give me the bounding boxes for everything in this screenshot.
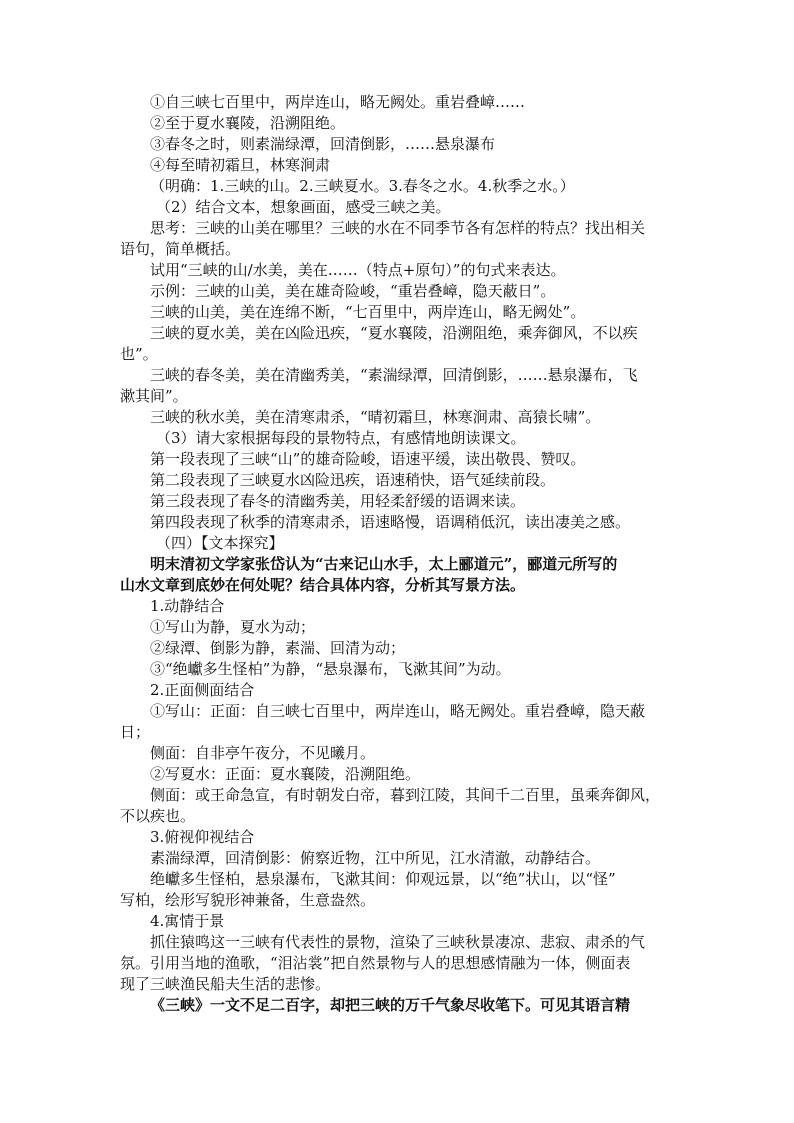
- text-line: ③“绝巘多生怪柏”为静，“悬泉瀑布，飞漱其间”为动。: [150, 660, 511, 678]
- text-line: ②写夏水：正面：夏水襄陵，沿溯阻绝。: [150, 765, 421, 783]
- text-line: 1.动静结合: [150, 597, 225, 615]
- document-page: [120, 92, 680, 1016]
- text-line: 三峡的秋水美，美在清寒肃杀，“晴初霜旦，林寒涧肃、高猿长啸”。: [150, 408, 601, 426]
- text-line: 试用“三峡的山/水美，美在……（特点+原句）”的句式来表达。: [150, 261, 566, 279]
- text-line: （2）结合文本，想象画面，感受三峡之美。: [156, 198, 451, 216]
- text-line: 漱其间”。: [120, 387, 188, 405]
- text-line: 第四段表现了秋季的清寒肃杀，语速略慢，语调稍低沉，读出凄美之感。: [150, 513, 631, 531]
- text-line: ②至于夏水襄陵，沿溯阻绝。: [150, 114, 346, 132]
- text-line: （明确：1.三峡的山。2.三峡夏水。3.春冬之水。4.秋季之水。）: [150, 177, 575, 195]
- text-line: 明末清初文学家张岱认为“古来记山水手，太上郦道元”，郦道元所写的: [150, 555, 618, 573]
- text-line: 2.正面侧面结合: [150, 681, 255, 699]
- text-line: （3）请大家根据每段的景物特点，有感情地朗读课文。: [156, 429, 526, 447]
- text-line: 现了三峡渔民船夫生活的悲惨。: [120, 975, 331, 993]
- text-line: 三峡的春冬美，美在清幽秀美，“素湍绿潭，回清倒影，……悬泉瀑布，飞: [150, 366, 638, 384]
- text-line: 思考：三峡的山美在哪里？三峡的水在不同季节各有怎样的特点？找出相关: [150, 219, 646, 237]
- text-line: 示例：三峡的山美，美在雄奇险峻，“重岩叠嶂，隐天蔽日”。: [150, 282, 556, 300]
- text-line: 语句，简单概括。: [120, 240, 241, 258]
- text-line: 侧面：自非亭午夜分，不见曦月。: [150, 744, 376, 762]
- text-line: 侧面：或王命急宣，有时朝发白帝，暮到江陵，其间千二百里，虽乘奔御风，: [150, 786, 661, 804]
- text-line: 山水文章到底妙在何处呢？结合具体内容，分析其写景方法。: [120, 576, 526, 594]
- text-line: 第三段表现了春冬的清幽秀美，用轻柔舒缓的语调来读。: [150, 492, 526, 510]
- text-line: 三峡的山美，美在连绵不断，“七百里中，两岸连山，略无阙处”。: [150, 303, 586, 321]
- text-line: （四）【文本探究】: [156, 534, 284, 552]
- text-line: 第二段表现了三峡夏水凶险迅疾，语速稍快，语气延续前段。: [150, 471, 556, 489]
- text-line: 不以疾也。: [120, 807, 196, 825]
- text-line: 日；: [120, 723, 151, 741]
- text-line: ①写山为静，夏水为动；: [150, 618, 316, 636]
- text-line: 抓住猿鸣这一三峡有代表性的景物，渲染了三峡秋景凄凉、悲寂、肃杀的气: [150, 933, 646, 951]
- text-line: 《三峡》一文不足二百字，却把三峡的万千气象尽收笔下。可见其语言精: [150, 996, 631, 1014]
- text-line: ①自三峡七百里中，两岸连山，略无阙处。重岩叠嶂……: [150, 93, 526, 111]
- text-line: ①写山：正面：自三峡七百里中，两岸连山，略无阙处。重岩叠嶂，隐天蔽: [150, 702, 646, 720]
- text-line: ③春冬之时，则素湍绿潭，回清倒影，……悬泉瀑布: [150, 135, 496, 153]
- text-line: 绝巘多生怪柏，悬泉瀑布，飞漱其间：仰观远景，以“绝”状山，以“怪”: [150, 870, 616, 888]
- text-line: 素湍绿潭，回清倒影：俯察近物，江中所见，江水清澈，动静结合。: [150, 849, 601, 867]
- text-line: 氛。引用当地的渔歌，“泪沾裳”把自然景物与人的思想感情融为一体，侧面表: [120, 954, 631, 972]
- text-line: 也”。: [120, 345, 158, 363]
- text-line: 4.寓情于景: [150, 912, 225, 930]
- text-line: 3.俯视仰视结合: [150, 828, 255, 846]
- text-line: 第一段表现了三峡“山”的雄奇险峻，语速平缓，读出敬畏、赞叹。: [150, 450, 586, 468]
- text-line: ④每至晴初霜旦，林寒涧肃: [150, 156, 331, 174]
- text-line: 写柏，绘形写貌形神兼备，生意盎然。: [120, 891, 376, 909]
- text-line: 三峡的夏水美，美在凶险迅疾，“夏水襄陵，沿溯阻绝，乘奔御风，不以疾: [150, 324, 638, 342]
- text-line: ②绿潭、倒影为静，素湍、回清为动；: [150, 639, 406, 657]
